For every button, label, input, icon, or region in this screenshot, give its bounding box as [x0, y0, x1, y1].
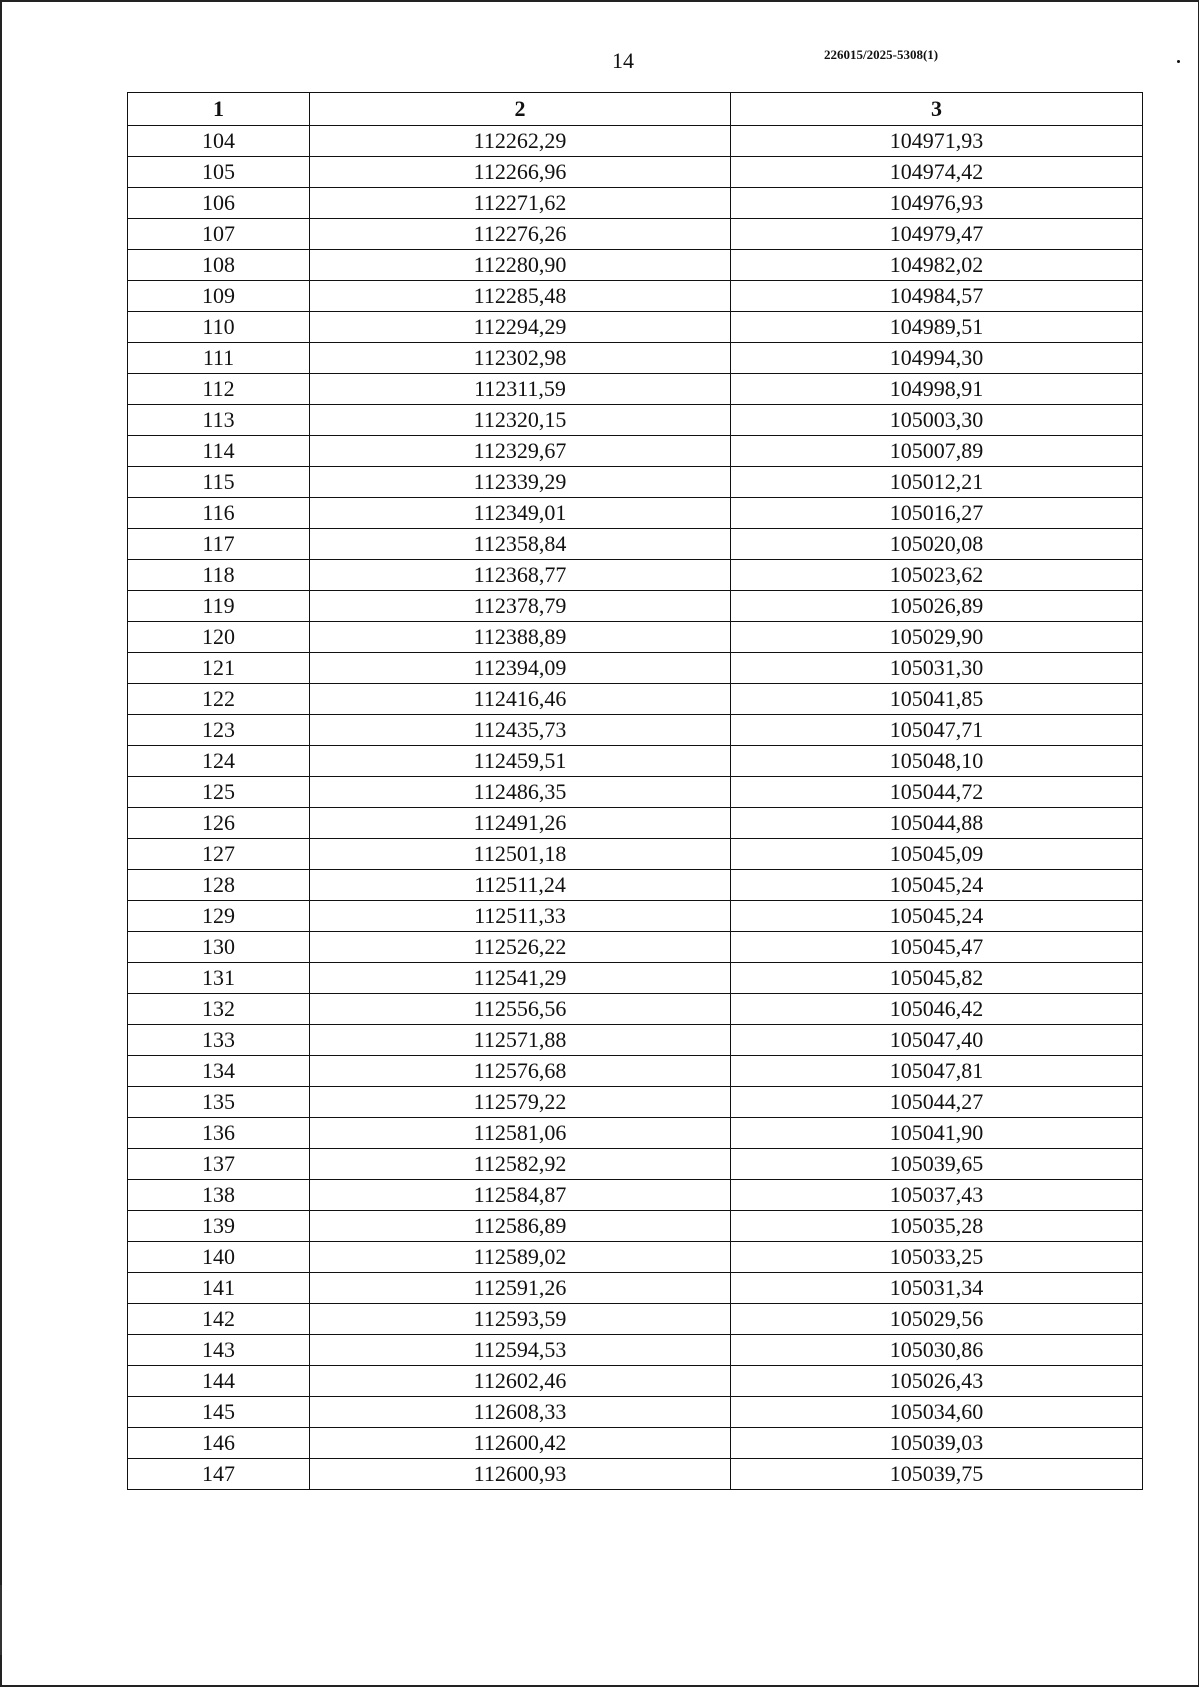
- point-number-cell: 115: [128, 467, 310, 498]
- x-coordinate-cell: 112600,93: [310, 1459, 731, 1490]
- y-coordinate-cell: 104979,47: [731, 219, 1143, 250]
- table-row: [128, 529, 1143, 560]
- column-header-1: 1: [128, 93, 310, 126]
- point-number-cell: 146: [128, 1428, 310, 1459]
- point-number-cell: 147: [128, 1459, 310, 1490]
- table-row: [128, 1211, 1143, 1242]
- table-row: [128, 1273, 1143, 1304]
- table-row: [128, 126, 1143, 157]
- coordinates-table: [127, 92, 1143, 1490]
- x-coordinate-cell: 112556,56: [310, 994, 731, 1025]
- table-header-row: [128, 93, 1143, 126]
- point-number-cell: 145: [128, 1397, 310, 1428]
- point-number-cell: 125: [128, 777, 310, 808]
- table-body: [128, 126, 1143, 1490]
- point-number-cell: 127: [128, 839, 310, 870]
- point-number-cell: 143: [128, 1335, 310, 1366]
- x-coordinate-cell: 112276,26: [310, 219, 731, 250]
- x-coordinate-cell: 112280,90: [310, 250, 731, 281]
- table-row: [128, 1397, 1143, 1428]
- table-row: [128, 188, 1143, 219]
- y-coordinate-cell: 105035,28: [731, 1211, 1143, 1242]
- table-row: [128, 963, 1143, 994]
- point-number-cell: 132: [128, 994, 310, 1025]
- table-row: [128, 374, 1143, 405]
- x-coordinate-cell: 112262,29: [310, 126, 731, 157]
- point-number-cell: 113: [128, 405, 310, 436]
- x-coordinate-cell: 112329,67: [310, 436, 731, 467]
- x-coordinate-cell: 112589,02: [310, 1242, 731, 1273]
- y-coordinate-cell: 105045,09: [731, 839, 1143, 870]
- x-coordinate-cell: 112394,09: [310, 653, 731, 684]
- y-coordinate-cell: 104989,51: [731, 312, 1143, 343]
- point-number-cell: 128: [128, 870, 310, 901]
- page-number: 14: [612, 48, 634, 73]
- point-number-cell: 114: [128, 436, 310, 467]
- table-row: [128, 1025, 1143, 1056]
- point-number-cell: 133: [128, 1025, 310, 1056]
- x-coordinate-cell: 112358,84: [310, 529, 731, 560]
- x-coordinate-cell: 112339,29: [310, 467, 731, 498]
- table-row: [128, 1149, 1143, 1180]
- x-coordinate-cell: 112271,62: [310, 188, 731, 219]
- table-row: [128, 312, 1143, 343]
- point-number-cell: 118: [128, 560, 310, 591]
- table-row: [128, 994, 1143, 1025]
- y-coordinate-cell: 104994,30: [731, 343, 1143, 374]
- scan-edge-mark: [0, 1585, 5, 1655]
- table-row: [128, 870, 1143, 901]
- y-coordinate-cell: 105033,25: [731, 1242, 1143, 1273]
- table-row: [128, 281, 1143, 312]
- x-coordinate-cell: 112285,48: [310, 281, 731, 312]
- point-number-cell: 117: [128, 529, 310, 560]
- x-coordinate-cell: 112581,06: [310, 1118, 731, 1149]
- y-coordinate-cell: 105048,10: [731, 746, 1143, 777]
- y-coordinate-cell: 105045,82: [731, 963, 1143, 994]
- table-row: [128, 653, 1143, 684]
- x-coordinate-cell: 112486,35: [310, 777, 731, 808]
- table-row: [128, 839, 1143, 870]
- x-coordinate-cell: 112501,18: [310, 839, 731, 870]
- table-row: [128, 343, 1143, 374]
- table-row: [128, 560, 1143, 591]
- point-number-cell: 111: [128, 343, 310, 374]
- y-coordinate-cell: 104984,57: [731, 281, 1143, 312]
- x-coordinate-cell: 112459,51: [310, 746, 731, 777]
- y-coordinate-cell: 105044,88: [731, 808, 1143, 839]
- table-row: [128, 591, 1143, 622]
- y-coordinate-cell: 105026,43: [731, 1366, 1143, 1397]
- y-coordinate-cell: 105039,75: [731, 1459, 1143, 1490]
- x-coordinate-cell: 112435,73: [310, 715, 731, 746]
- x-coordinate-cell: 112491,26: [310, 808, 731, 839]
- point-number-cell: 141: [128, 1273, 310, 1304]
- y-coordinate-cell: 105045,24: [731, 901, 1143, 932]
- x-coordinate-cell: 112511,33: [310, 901, 731, 932]
- point-number-cell: 119: [128, 591, 310, 622]
- y-coordinate-cell: 105037,43: [731, 1180, 1143, 1211]
- y-coordinate-cell: 105031,30: [731, 653, 1143, 684]
- y-coordinate-cell: 105030,86: [731, 1335, 1143, 1366]
- y-coordinate-cell: 105012,21: [731, 467, 1143, 498]
- y-coordinate-cell: 104976,93: [731, 188, 1143, 219]
- point-number-cell: 139: [128, 1211, 310, 1242]
- point-number-cell: 140: [128, 1242, 310, 1273]
- point-number-cell: 126: [128, 808, 310, 839]
- y-coordinate-cell: 105045,47: [731, 932, 1143, 963]
- x-coordinate-cell: 112311,59: [310, 374, 731, 405]
- point-number-cell: 136: [128, 1118, 310, 1149]
- y-coordinate-cell: 104974,42: [731, 157, 1143, 188]
- x-coordinate-cell: 112511,24: [310, 870, 731, 901]
- y-coordinate-cell: 105026,89: [731, 591, 1143, 622]
- y-coordinate-cell: 105041,85: [731, 684, 1143, 715]
- x-coordinate-cell: 112579,22: [310, 1087, 731, 1118]
- table-row: [128, 405, 1143, 436]
- point-number-cell: 138: [128, 1180, 310, 1211]
- table-row: [128, 715, 1143, 746]
- table-row: [128, 157, 1143, 188]
- table-row: [128, 1459, 1143, 1490]
- x-coordinate-cell: 112378,79: [310, 591, 731, 622]
- table-row: [128, 1242, 1143, 1273]
- x-coordinate-cell: 112388,89: [310, 622, 731, 653]
- x-coordinate-cell: 112593,59: [310, 1304, 731, 1335]
- y-coordinate-cell: 105023,62: [731, 560, 1143, 591]
- x-coordinate-cell: 112582,92: [310, 1149, 731, 1180]
- point-number-cell: 107: [128, 219, 310, 250]
- x-coordinate-cell: 112266,96: [310, 157, 731, 188]
- point-number-cell: 108: [128, 250, 310, 281]
- y-coordinate-cell: 105047,81: [731, 1056, 1143, 1087]
- x-coordinate-cell: 112584,87: [310, 1180, 731, 1211]
- point-number-cell: 112: [128, 374, 310, 405]
- x-coordinate-cell: 112571,88: [310, 1025, 731, 1056]
- y-coordinate-cell: 104971,93: [731, 126, 1143, 157]
- x-coordinate-cell: 112600,42: [310, 1428, 731, 1459]
- x-coordinate-cell: 112594,53: [310, 1335, 731, 1366]
- y-coordinate-cell: 104998,91: [731, 374, 1143, 405]
- y-coordinate-cell: 104982,02: [731, 250, 1143, 281]
- column-header-3: 3: [731, 93, 1143, 126]
- y-coordinate-cell: 105039,03: [731, 1428, 1143, 1459]
- x-coordinate-cell: 112349,01: [310, 498, 731, 529]
- document-reference: 226015/2025-5308(1): [824, 47, 939, 62]
- point-number-cell: 137: [128, 1149, 310, 1180]
- table-row: [128, 1366, 1143, 1397]
- table-row: [128, 622, 1143, 653]
- point-number-cell: 123: [128, 715, 310, 746]
- table-row: [128, 1335, 1143, 1366]
- x-coordinate-cell: 112602,46: [310, 1366, 731, 1397]
- point-number-cell: 135: [128, 1087, 310, 1118]
- scan-dot-mark: [1177, 60, 1180, 63]
- point-number-cell: 130: [128, 932, 310, 963]
- x-coordinate-cell: 112541,29: [310, 963, 731, 994]
- table-row: [128, 467, 1143, 498]
- table-row: [128, 250, 1143, 281]
- table-row: [128, 436, 1143, 467]
- x-coordinate-cell: 112320,15: [310, 405, 731, 436]
- y-coordinate-cell: 105047,40: [731, 1025, 1143, 1056]
- point-number-cell: 142: [128, 1304, 310, 1335]
- point-number-cell: 129: [128, 901, 310, 932]
- table-row: [128, 1428, 1143, 1459]
- y-coordinate-cell: 105031,34: [731, 1273, 1143, 1304]
- table-row: [128, 777, 1143, 808]
- y-coordinate-cell: 105020,08: [731, 529, 1143, 560]
- point-number-cell: 144: [128, 1366, 310, 1397]
- x-coordinate-cell: 112294,29: [310, 312, 731, 343]
- table-row: [128, 808, 1143, 839]
- point-number-cell: 120: [128, 622, 310, 653]
- x-coordinate-cell: 112416,46: [310, 684, 731, 715]
- y-coordinate-cell: 105047,71: [731, 715, 1143, 746]
- y-coordinate-cell: 105044,72: [731, 777, 1143, 808]
- table-row: [128, 901, 1143, 932]
- point-number-cell: 121: [128, 653, 310, 684]
- point-number-cell: 116: [128, 498, 310, 529]
- table-row: [128, 1180, 1143, 1211]
- y-coordinate-cell: 105029,56: [731, 1304, 1143, 1335]
- y-coordinate-cell: 105044,27: [731, 1087, 1143, 1118]
- x-coordinate-cell: 112302,98: [310, 343, 731, 374]
- point-number-cell: 122: [128, 684, 310, 715]
- x-coordinate-cell: 112576,68: [310, 1056, 731, 1087]
- table-row: [128, 1087, 1143, 1118]
- point-number-cell: 105: [128, 157, 310, 188]
- point-number-cell: 106: [128, 188, 310, 219]
- table-row: [128, 684, 1143, 715]
- x-coordinate-cell: 112368,77: [310, 560, 731, 591]
- table-row: [128, 1056, 1143, 1087]
- table-row: [128, 1118, 1143, 1149]
- table-row: [128, 932, 1143, 963]
- y-coordinate-cell: 105029,90: [731, 622, 1143, 653]
- x-coordinate-cell: 112608,33: [310, 1397, 731, 1428]
- y-coordinate-cell: 105041,90: [731, 1118, 1143, 1149]
- y-coordinate-cell: 105045,24: [731, 870, 1143, 901]
- table-row: [128, 498, 1143, 529]
- point-number-cell: 110: [128, 312, 310, 343]
- point-number-cell: 134: [128, 1056, 310, 1087]
- table-row: [128, 746, 1143, 777]
- y-coordinate-cell: 105016,27: [731, 498, 1143, 529]
- table-row: [128, 1304, 1143, 1335]
- y-coordinate-cell: 105046,42: [731, 994, 1143, 1025]
- point-number-cell: 104: [128, 126, 310, 157]
- table-row: [128, 219, 1143, 250]
- column-header-2: 2: [310, 93, 731, 126]
- y-coordinate-cell: 105003,30: [731, 405, 1143, 436]
- y-coordinate-cell: 105039,65: [731, 1149, 1143, 1180]
- x-coordinate-cell: 112586,89: [310, 1211, 731, 1242]
- y-coordinate-cell: 105034,60: [731, 1397, 1143, 1428]
- point-number-cell: 124: [128, 746, 310, 777]
- x-coordinate-cell: 112591,26: [310, 1273, 731, 1304]
- x-coordinate-cell: 112526,22: [310, 932, 731, 963]
- y-coordinate-cell: 105007,89: [731, 436, 1143, 467]
- point-number-cell: 109: [128, 281, 310, 312]
- point-number-cell: 131: [128, 963, 310, 994]
